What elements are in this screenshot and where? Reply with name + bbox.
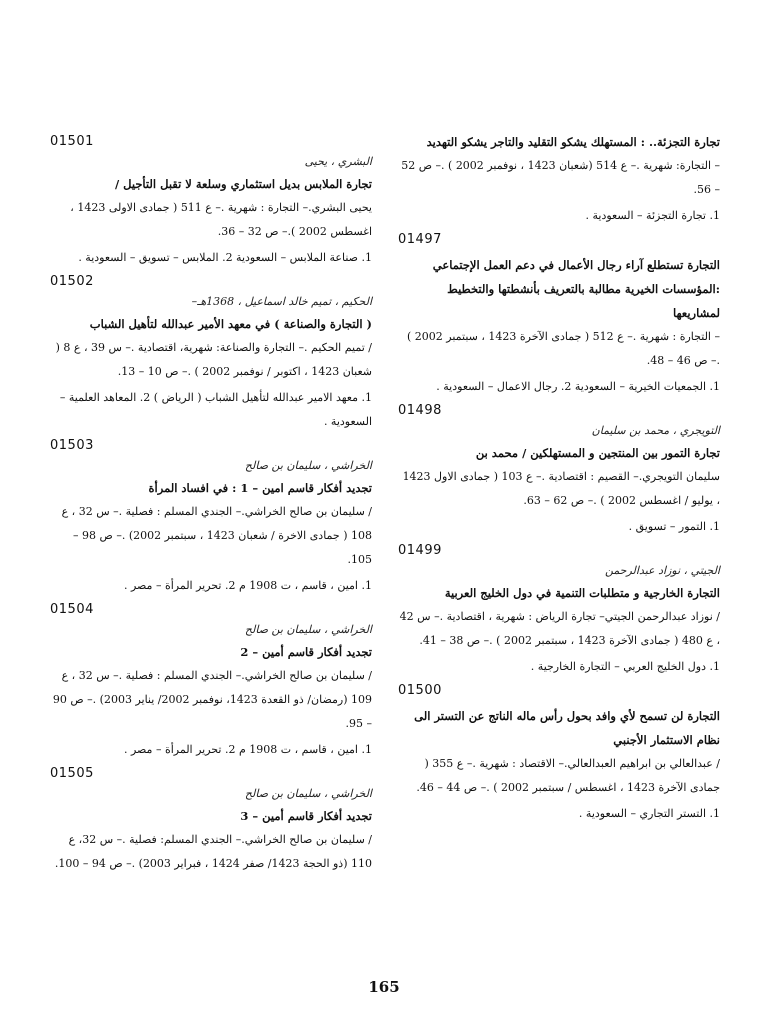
entry-description: / نوزاد عبدالرحمن الجيتي– تجارة الرياض : شهرية ، اقتصادية .– س 42 ، ع 480 ( جمادى الآخرة 1423 ، سبتمبر 2002 ) .– ص 38 – 41. xyxy=(399,610,720,647)
bibliography-entry xyxy=(398,683,720,826)
entry-description: – التجارة : شهرية .– ع 512 ( جمادى الآخرة 1423 ، سبتمبر 2002 ) .– ص 46 – 48. xyxy=(406,330,720,367)
entry-number: 01504 xyxy=(50,602,94,617)
entry-subjects: 1. التستر التجاري – السعودية . xyxy=(578,807,720,820)
entry-title: تجديد أفكار قاسم أمين – 2 xyxy=(240,645,372,659)
entry-description: / سليمان بن صالح الخراشي.– الجندي المسلم : فصلية .– س 32 ، ع 108 ( جمادى الاخرة / شعبان 1423 ، سبتمبر 2002) .– ص 98 – 105. xyxy=(61,505,372,566)
entry-description: / تميم الحكيم .– التجارة والصناعة: شهرية، اقتصادية .– س 39 ، ع 8 ( شعبان 1423 ، اكتوبر / نوفمبر 2002 ) .– ص 10 – 13. xyxy=(55,341,372,378)
entry-number: 01502 xyxy=(50,274,94,289)
entry-title: التجارة لن تسمح لأي وافد بحول رأس ماله الناتج عن التستر الى نظام الاستثمار الأجنبي xyxy=(414,709,720,747)
entry-number: 01505 xyxy=(50,766,94,781)
bibliography-entry xyxy=(50,438,372,598)
entry-author: الحكيم ، تميم خالد اسماعيل ، 1368هـ– xyxy=(191,295,372,308)
entry-subjects: 1. معهد الامير عبدالله لتأهيل الشباب ( الرياض ) 2. المعاهد العلمية – السعودية . xyxy=(59,391,372,428)
entry-title: تجارة التمور بين المنتجين و المستهلكين / محمد بن xyxy=(475,446,720,460)
entry-subjects: 1. صناعة الملابس – السعودية 2. الملابس – تسويق – السعودية . xyxy=(78,251,372,264)
entry-author: الجيتي ، نوزاد عبدالرحمن xyxy=(604,564,720,577)
entry-subjects: 1. التمور – تسويق . xyxy=(628,520,720,533)
entry-subjects: 1. الجمعيات الخيرية – السعودية 2. رجال الاعمال – السعودية . xyxy=(436,380,720,393)
entry-description: / سليمان بن صالح الخراشي.– الجندي المسلم: فصلية .– س 32، ع 110 (ذو الحجة 1423/ صفر 1424 ، فبراير 2003) .– ص 94 – 100. xyxy=(54,833,372,870)
page-number: 165 xyxy=(368,978,400,996)
bibliography-entry xyxy=(398,543,720,679)
entry-number: 01499 xyxy=(398,543,442,558)
bibliography-entry xyxy=(50,274,372,434)
entry-subjects: 1. امين ، قاسم ، ت 1908 م 2. تحرير المرأة – مصر . xyxy=(123,743,372,756)
bibliography-entry xyxy=(50,766,372,876)
entry-author: البشري ، يحيى xyxy=(304,155,372,168)
entry-number: 01501 xyxy=(50,134,94,149)
entry-subjects: 1. امين ، قاسم ، ت 1908 م 2. تحرير المرأة – مصر . xyxy=(123,579,372,592)
entry-author: التويجري ، محمد بن سليمان xyxy=(591,424,720,437)
entry-description: – التجارة: شهرية .– ع 514 (شعبان 1423 ، نوفمبر 2002 ) .– ص 52 – 56. xyxy=(401,159,720,196)
entry-number: 01503 xyxy=(50,438,94,453)
entry-description: سليمان التويجري.– القصيم : اقتصادية .– ع 103 ( جمادى الاول 1423 ، يوليو / اغسطس 2002 ) .– ص 62 – 63. xyxy=(402,470,720,507)
entry-description: يحيى البشري.– التجارة : شهرية .– ع 511 ( جمادى الاولى 1423 ، اغسطس 2002 ).– ص 32 – 36. xyxy=(70,201,372,238)
entry-title: تجديد أفكار قاسم أمين – 3 xyxy=(240,809,372,823)
entry-description: / عبدالعالي بن ابراهيم العبدالعالي.– الاقتصاد : شهرية .– ع 355 ( جمادى الآخرة 1423 ، اغسطس / سبتمبر 2002 ) .– ص 44 – 46. xyxy=(416,757,720,794)
entry-author: الخراشي ، سليمان بن صالح xyxy=(244,623,372,636)
entry-title: تجارة التجزئة.. : المستهلك يشكو التقليد والتاجر يشكو التهديد xyxy=(426,135,720,149)
entry-subjects: 1. تجارة التجزئة – السعودية . xyxy=(585,209,720,222)
entry-author: الخراشي ، سليمان بن صالح xyxy=(244,459,372,472)
bibliography-entry xyxy=(398,232,720,399)
right-column xyxy=(398,130,720,828)
entry-number: 01498 xyxy=(398,403,442,418)
entry-title: التجارة الخارجية و متطلبات التنمية في دول الخليج العربية xyxy=(444,586,720,600)
entry-title: تجديد أفكار قاسم امين – 1 : في افساد المرأة xyxy=(148,481,372,495)
left-column xyxy=(50,130,372,878)
entry-number: 01500 xyxy=(398,683,442,698)
bibliography-entry xyxy=(50,134,372,270)
entry-title: التجارة تستطلع آراء رجال الأعمال في دعم العمل الإجتماعي :المؤسسات الخيرية مطالبة بالتعريف بأنشطتها والتخطيط لمشاريعها xyxy=(432,258,720,320)
entry-description: / سليمان بن صالح الخراشي.– الجندي المسلم : فصلية .– س 32 ، ع 109 (رمضان/ ذو القعدة 1423، نوفمبر 2002/ يناير 2003) .– ص 90 – 95. xyxy=(52,669,372,730)
entry-author: الخراشي ، سليمان بن صالح xyxy=(244,787,372,800)
bibliography-entry xyxy=(398,403,720,539)
entry-subjects: 1. دول الخليج العربي – التجارة الخارجية . xyxy=(530,660,720,673)
bibliography-entry xyxy=(398,130,720,228)
entry-title: تجارة الملابس بديل استثماري وسلعة لا تقبل التأجيل / xyxy=(114,177,372,191)
entry-number: 01497 xyxy=(398,232,442,247)
bibliography-entry xyxy=(50,602,372,762)
entry-title: ( التجارة والصناعة ) في معهد الأمير عبدالله لتأهيل الشباب xyxy=(89,317,372,331)
